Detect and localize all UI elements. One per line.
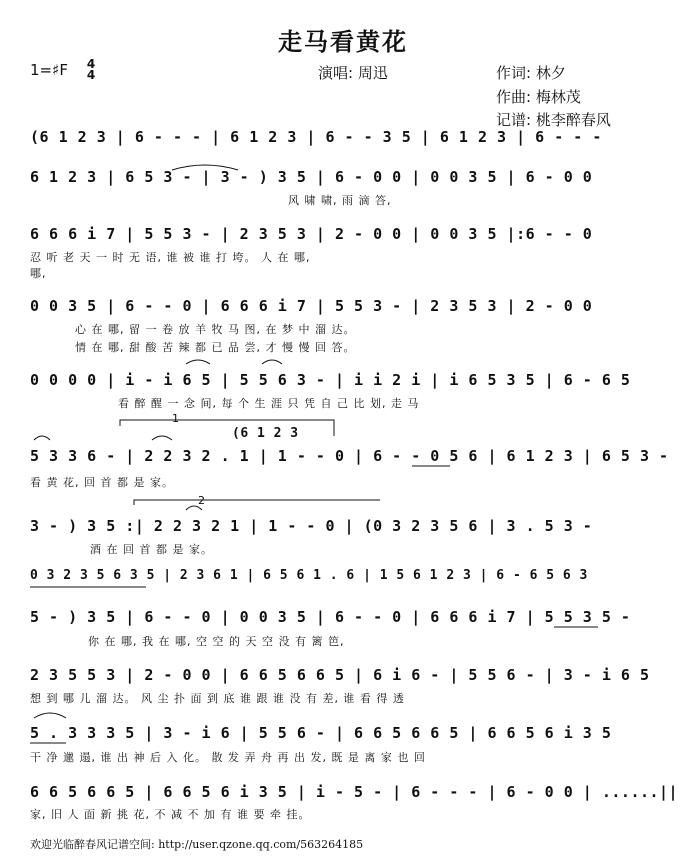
slur-row6a [34, 436, 50, 440]
volta-bracket-1 [120, 420, 334, 436]
lyric-row-2: 风 啸 啸, 雨 滴 答, [288, 194, 392, 207]
score-row-1: (6 1 2 3 | 6 - - - | 6 1 2 3 | 6 - - 3 5 | 6 1 2 3 | 6 - - - [30, 128, 602, 146]
score-row-8: 0 3 2 3 5 6 3 5 | 2 3 6 1 | 6 5 6 1 . 6 | 1 5 6 1 2 3 | 6 - 6 5 6 3 [30, 568, 588, 583]
score-row-5: 0 0 0 0 | i - i 6 5 | 5 5 6 3 - | i i 2 i | i 6 5 3 5 | 6 - 6 5 [30, 371, 631, 389]
lyric-row-3a: 忍 听 老 天 一 时 无 语, 谁 被 谁 打 垮。 人 在 哪, [30, 251, 311, 264]
lyric-row-3b: 哪, [30, 267, 47, 280]
lyric-row-4a: 心 在 哪, 留 一 卷 放 羊 牧 马 图, 在 梦 中 溜 达。 [75, 323, 356, 336]
singer-label: 演唱: [318, 64, 354, 82]
lyric-row-5: 看 醉 醒 一 念 间, 每 个 生 涯 只 凭 自 己 比 划, 走 马 [118, 397, 420, 410]
lyricist-label: 作词: [496, 64, 532, 82]
volta-1-label: 1 [172, 412, 180, 425]
lyric-row-9: 你 在 哪, 我 在 哪, 空 空 的 天 空 没 有 篱 笆, [88, 635, 345, 648]
lyricist-name: 林夕 [535, 64, 566, 82]
lyric-row-6: 看 黄 花, 回 首 都 是 家。 [30, 476, 174, 489]
transcriber-name: 桃李醉春风 [535, 111, 611, 129]
slur-row5a [186, 360, 210, 364]
composer-name: 梅林茂 [535, 88, 581, 106]
footer-note: 欢迎光临醉春风记谱空间: http://user.qzone.qq.com/563264185 [30, 838, 364, 851]
key-signature [30, 61, 68, 79]
volta-1-notes: (6 1 2 3 [232, 426, 299, 441]
lyric-row-7: 酒 在 回 首 都 是 家。 [90, 543, 213, 556]
score-row-2: 6 1 2 3 | 6 5 3 - | 3 - ) 3 5 | 6 - 0 0 | 0 0 3 5 | 6 - 0 0 [30, 168, 593, 186]
lyric-row-11: 干 净 邋 遢, 谁 出 神 后 入 化。 散 发 弄 舟 再 出 发, 既 是 离 家 也 回 [30, 751, 426, 764]
time-bottom: 4 [86, 68, 96, 82]
score-row-11: 5 . 3 3 3 5 | 3 - i 6 | 5 5 6 - | 6 6 5 6 6 5 | 6 6 5 6 i 3 5 [30, 724, 612, 742]
transcriber-line [496, 109, 611, 130]
score-row-3: 6 6 6 i 7 | 5 5 3 - | 2 3 5 3 | 2 - 0 0 | 0 0 3 5 |:6 - - 0 [30, 225, 593, 243]
lyricist-line [496, 62, 566, 83]
time-top: 4 [86, 57, 96, 71]
score-row-9: 5 - ) 3 5 | 6 - - 0 | 0 0 3 5 | 6 - - 0 | 6 6 6 i 7 | 5 5 3 5 - [30, 608, 631, 626]
song-title: 走马看黄花 [278, 28, 408, 56]
score-row-10: 2 3 5 5 3 | 2 - 0 0 | 6 6 5 6 6 5 | 6 i 6 - | 5 5 6 - | 3 - i 6 5 [30, 666, 650, 684]
lyric-row-10: 想 到 哪 儿 溜 达。 风 尘 扑 面 到 底 谁 跟 谁 没 有 差, 谁 看 得 透 [30, 692, 405, 705]
lyric-row-12: 家, 旧 人 面 新 挑 花, 不 减 不 加 有 谁 要 牵 挂。 [30, 808, 311, 821]
volta-bracket-2 [134, 500, 380, 505]
volta-2-label: 2 [198, 494, 206, 507]
slur-row6b [152, 436, 172, 440]
score-row-12: 6 6 5 6 6 5 | 6 6 5 6 i 3 5 | i - 5 - | 6 - - - | 6 - 0 0 | ......|| [30, 783, 679, 801]
slur-row5b [262, 360, 282, 364]
slur-row11 [34, 713, 66, 718]
transcriber-label: 记谱: [496, 111, 532, 129]
score-row-6: 5 3 3 6 - | 2 2 3 2 . 1 | 1 - - 0 | 6 - - 0 5 6 | 6 1 2 3 | 6 5 3 - [30, 447, 669, 465]
key-prefix: 1= [30, 61, 53, 79]
composer-label: 作曲: [496, 88, 532, 106]
score-row-7: 3 - ) 3 5 :| 2 2 3 2 1 | 1 - - 0 | (0 3 2 3 5 6 | 3 . 5 3 - [30, 517, 593, 535]
score-row-4: 0 0 3 5 | 6 - - 0 | 6 6 6 i 7 | 5 5 3 - | 2 3 5 3 | 2 - 0 0 [30, 297, 593, 315]
time-signature [84, 59, 98, 81]
singer-line [318, 62, 388, 83]
composer-line [496, 86, 581, 107]
singer-name: 周迅 [357, 64, 388, 82]
lyric-row-4b: 情 在 哪, 甜 酸 苦 辣 都 已 品 尝, 才 慢 慢 回 答。 [75, 341, 356, 354]
key-value: ♯F [52, 61, 69, 79]
